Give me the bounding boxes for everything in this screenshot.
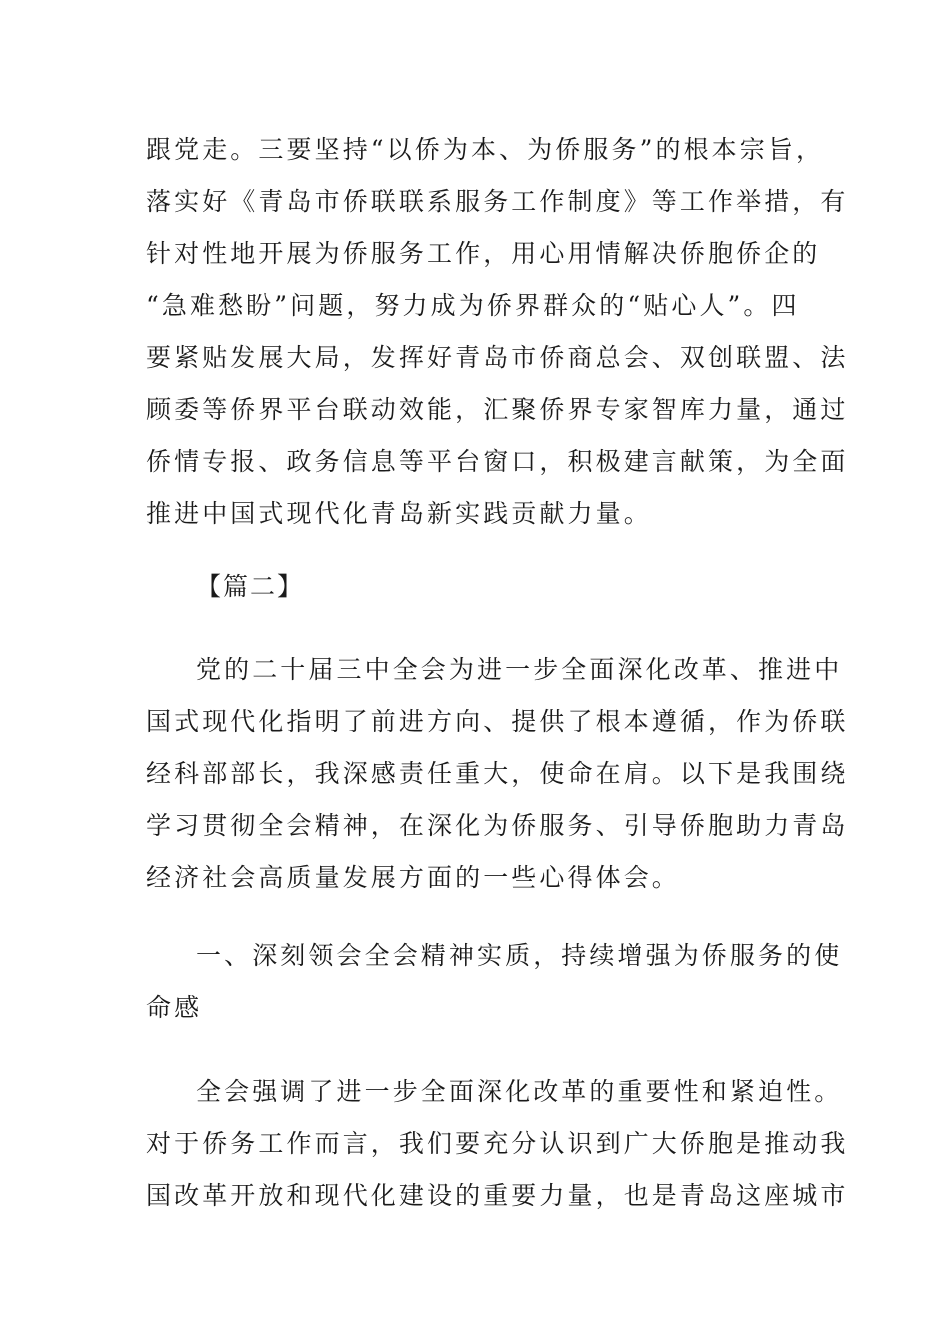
text-line: 跟党走。三要坚持“以侨为本、为侨服务”的根本宗旨，	[146, 135, 825, 164]
text-line: 国式现代化指明了前进方向、提供了根本遵循，作为侨联	[146, 707, 849, 736]
text-line: 侨情专报、政务信息等平台窗口，积极建言献策，为全面	[146, 447, 849, 476]
text-line: 经科部部长，我深感责任重大，使命在肩。以下是我围绕	[146, 759, 849, 788]
text-line: 对于侨务工作而言，我们要充分认识到广大侨胞是推动我	[146, 1129, 849, 1158]
text-line: 要紧贴发展大局，发挥好青岛市侨商总会、双创联盟、法	[146, 343, 849, 372]
text-line: 针对性地开展为侨服务工作，用心用情解决侨胞侨企的	[146, 239, 821, 268]
text-line: 全会强调了进一步全面深化改革的重要性和紧迫性。	[196, 1077, 843, 1106]
heading-line: 命感	[146, 993, 203, 1022]
section-label: 【篇二】	[196, 572, 305, 601]
text-line: “急难愁盼”问题，努力成为侨界群众的“贴心人”。四	[146, 291, 800, 320]
text-line: 学习贯彻全会精神，在深化为侨服务、引导侨胞助力青岛	[146, 811, 849, 840]
text-line: 党的二十届三中全会为进一步全面深化改革、推进中	[196, 655, 843, 684]
text-line: 顾委等侨界平台联动效能，汇聚侨界专家智库力量，通过	[146, 395, 849, 424]
heading-line: 一、深刻领会全会精神实质，持续增强为侨服务的使	[196, 941, 843, 970]
text-line: 落实好《青岛市侨联联系服务工作制度》等工作举措，有	[146, 187, 849, 216]
text-line: 推进中国式现代化青岛新实践贡献力量。	[146, 499, 652, 528]
text-line: 经济社会高质量发展方面的一些心得体会。	[146, 863, 680, 892]
text-line: 国改革开放和现代化建设的重要力量，也是青岛这座城市	[146, 1181, 849, 1210]
